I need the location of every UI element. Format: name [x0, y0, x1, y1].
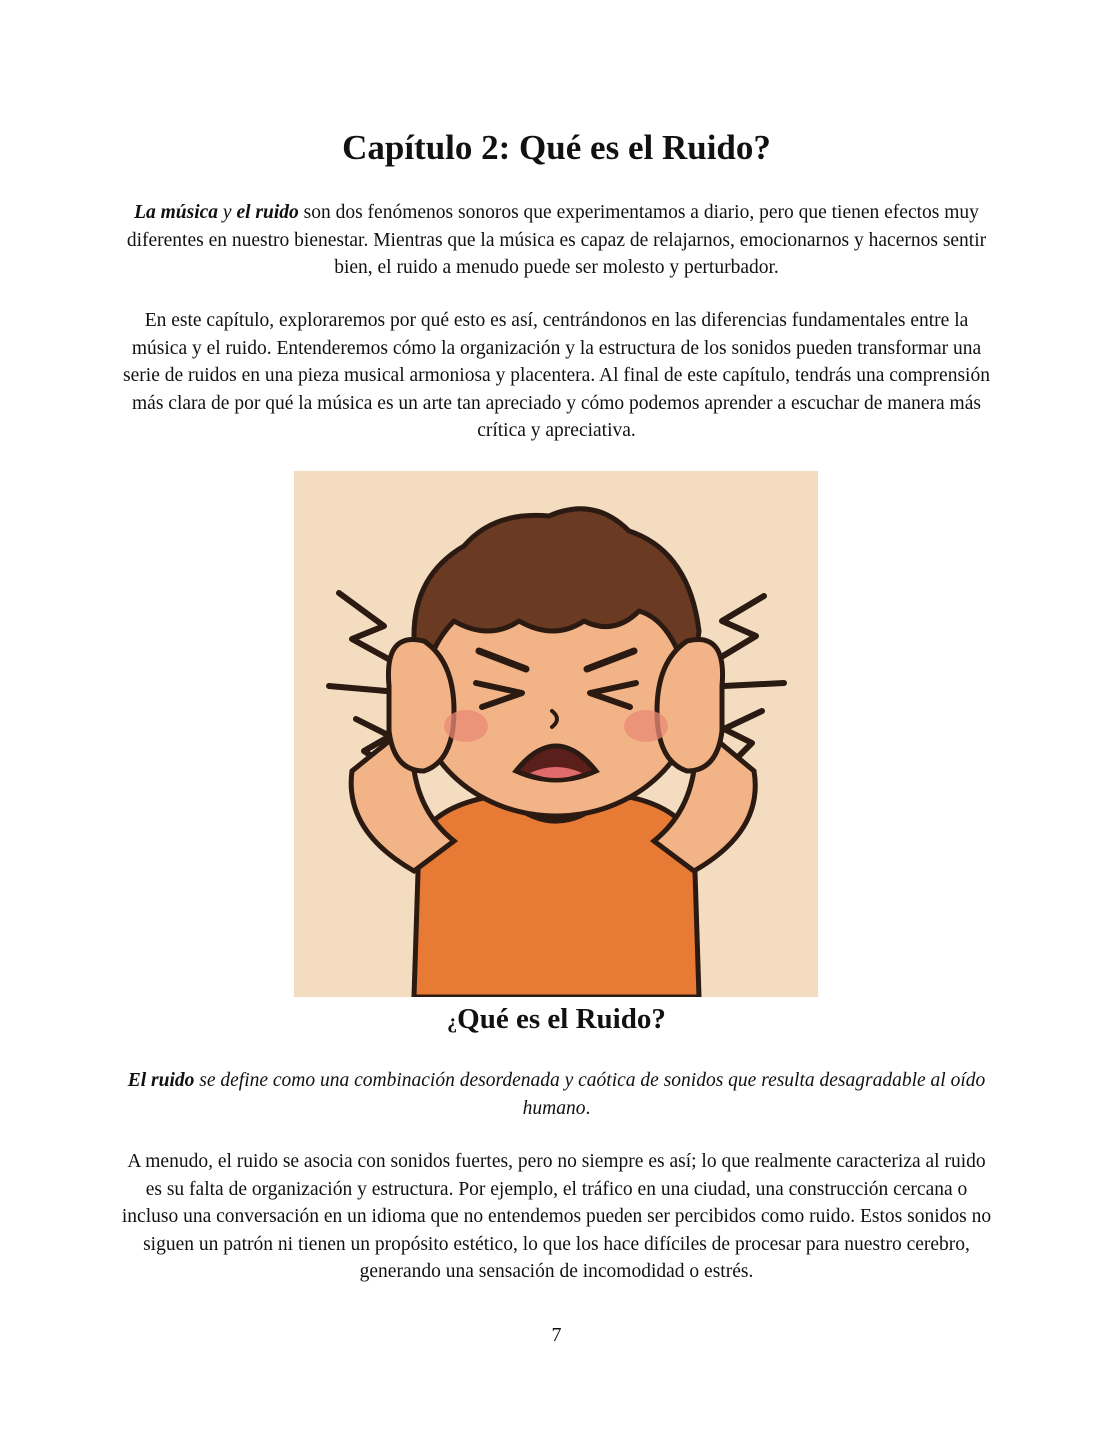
intro-paragraph [120, 199, 993, 282]
intro-connector: y [218, 202, 237, 223]
definition-end: . [585, 1097, 591, 1119]
intro-text: son dos fenómenos sonoros que experimentamos a diario, pero que tienen efectos muy diferentes en nuestro bienestar. Mientras que la música es capaz de relajarnos, emocionarnos y hacernos sentir bien, el ruido a menudo puede ser molesto y perturbador. [126, 202, 987, 278]
noise-explanation-paragraph: A menudo, el ruido se asocia con sonidos fuertes, pero no siempre es así; lo que realmente caracteriza al ruido es su falta de organización y estructura. Por ejemplo, el tráfico en una ciudad, una construcción cercana o incluso una conversación en un idioma que no entendemos pueden ser percibidos como ruido. Estos sonidos no siguen un patrón ni tienen un propósito estético, lo que los hace difíciles de procesar para nuestro cerebro, generando una sensación de incomodidad o estrés. [121, 1151, 992, 1282]
definition-paragraph [120, 1067, 993, 1122]
child-illustration-svg [294, 471, 818, 997]
illustration-child-covering-ears [294, 471, 818, 997]
page-number: 7 [551, 1324, 562, 1346]
section-title-text: Qué es el Ruido? [457, 1003, 666, 1035]
section-title [0, 1003, 1113, 1036]
definition-term: El ruido [127, 1070, 195, 1091]
inverted-question-mark: ¿ [447, 1011, 458, 1033]
chapter-overview-paragraph: En este capítulo, exploraremos por qué esto es así, centrándonos en las diferencias fundamentales entre la música y el ruido. Entenderemos cómo la organización y la estructura de los sonidos pueden transformar una serie de ruidos en una pieza musical armoniosa y placentera. Al final de este capítulo, tendrás una comprensión más clara de por qué la música es un arte tan apreciado y cómo podemos aprender a escuchar de manera más crítica y apreciativa. [123, 310, 990, 441]
definition-text: se define como una combinación desordenada y caótica de sonidos que resulta desagradable al oído humano [194, 1070, 986, 1119]
chapter-title: Capítulo 2: Qué es el Ruido? [342, 128, 771, 167]
intro-term-noise: el ruido [236, 202, 299, 223]
intro-term-music: La música [134, 202, 219, 223]
